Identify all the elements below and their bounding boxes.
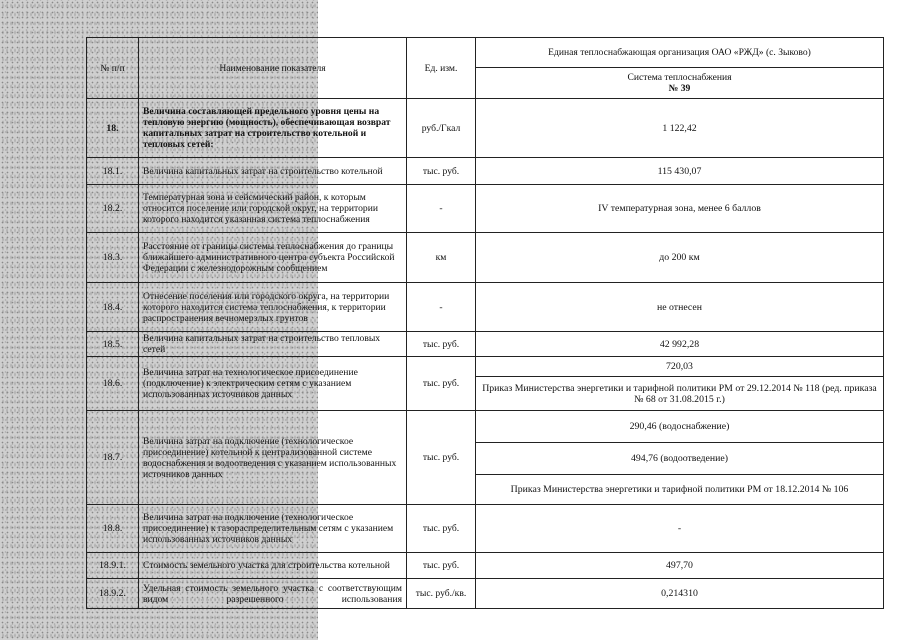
row-value: IV температурная зона, менее 6 баллов	[476, 185, 884, 233]
table-row	[87, 579, 884, 609]
row-unit: тыс. руб.	[407, 158, 476, 185]
row-unit: тыс. руб.	[407, 357, 476, 411]
row-name: Величина затрат на подключение (технологическое присоединение) котельной к централизованной системе водоснабжения и водоотведения с указанием использованных источников данных	[139, 411, 407, 505]
table-row	[87, 283, 884, 332]
header-name: Наименование показателя	[139, 38, 407, 99]
row-num: 18.8.	[87, 505, 139, 553]
row-value: не отнесен	[476, 283, 884, 332]
row-name: Величина затрат на подключение (технологическое присоединение) к газораспределительным сетям с указанием использованных источников данных	[139, 505, 407, 553]
row-value-water: 290,46 (водоснабжение)	[476, 411, 884, 443]
header-org	[476, 38, 884, 68]
table-row	[87, 357, 884, 377]
system-label: Система теплоснабжения	[627, 72, 732, 83]
row-value: до 200 км	[476, 233, 884, 283]
row-unit: тыс. руб.	[407, 505, 476, 553]
table-row	[87, 99, 884, 158]
row-source: Приказ Министерства энергетики и тарифной политики РМ от 18.12.2014 № 106	[476, 475, 884, 505]
table-row	[87, 185, 884, 233]
row-value: -	[476, 505, 884, 553]
header-system	[476, 68, 884, 99]
row-num: 18.9.1.	[87, 553, 139, 579]
row-name: Величина капитальных затрат на строительство котельной	[139, 158, 407, 185]
row-name: Величина составляющей предельного уровня цены на тепловую энергию (мощность), обеспечивающая возврат капитальных затрат на строительство котельной и тепловых сетей:	[139, 99, 407, 158]
row-value: 115 430,07	[476, 158, 884, 185]
row-name: Отнесение поселения или городского округа, на территории которого находится система теплоснабжения, к территории распространения вечномерзлых грунтов	[139, 283, 407, 332]
org-name: Единая теплоснабжающая организация ОАО «РЖД» (с. Зыково)	[548, 47, 811, 58]
row-unit: тыс. руб.	[407, 411, 476, 505]
table-row	[87, 233, 884, 283]
row-name: Расстояние от границы системы теплоснабжения до границы ближайшего административного центра субъекта Российской Федерации с железнодорожным сообщением	[139, 233, 407, 283]
row-value: 497,70	[476, 553, 884, 579]
row-unit: тыс. руб./кв.	[407, 579, 476, 609]
header-unit: Ед. изм.	[407, 38, 476, 99]
row-num: 18.4.	[87, 283, 139, 332]
row-num: 18.2.	[87, 185, 139, 233]
row-unit: руб./Гкал	[407, 99, 476, 158]
row-source: Приказ Министерства энергетики и тарифной политики РМ от 29.12.2014 № 118 (ред. приказа № 68 от 31.08.2015 г.)	[476, 377, 884, 411]
row-num: 18.7.	[87, 411, 139, 505]
row-name: Температурная зона и сейсмический район, к которым относится поселение или городской округ, на территории которого находится указанная система теплоснабжения	[139, 185, 407, 233]
row-num: 18.1.	[87, 158, 139, 185]
row-unit: тыс. руб.	[407, 332, 476, 357]
row-name: Величина капитальных затрат на строительство тепловых сетей	[139, 332, 407, 357]
row-unit: -	[407, 185, 476, 233]
row-value: 0,214310	[476, 579, 884, 609]
row-num: 18.3.	[87, 233, 139, 283]
table-row	[87, 332, 884, 357]
row-value: 720,03	[476, 357, 884, 377]
row-name: Величина затрат на технологическое присоединение (подключение) к электрическим сетям с указанием использованных источников данных	[139, 357, 407, 411]
row-value-sewer: 494,76 (водоотведение)	[476, 443, 884, 475]
tariff-table	[86, 37, 884, 609]
row-num: 18.	[87, 99, 139, 158]
table-row	[87, 158, 884, 185]
row-name: Стоимость земельного участка для строительства котельной	[139, 553, 407, 579]
table-row	[87, 553, 884, 579]
row-num: 18.5.	[87, 332, 139, 357]
row-value: 42 992,28	[476, 332, 884, 357]
row-name: Удельная стоимость земельного участка с соответствующим видом разрешенного использования	[139, 579, 407, 609]
system-number: № 39	[668, 83, 691, 94]
table-row	[87, 411, 884, 443]
row-num: 18.6.	[87, 357, 139, 411]
header-row	[87, 38, 884, 68]
row-num: 18.9.2.	[87, 579, 139, 609]
table-row	[87, 505, 884, 553]
row-value: 1 122,42	[476, 99, 884, 158]
row-unit: -	[407, 283, 476, 332]
header-num: № п/п	[87, 38, 139, 99]
row-unit: км	[407, 233, 476, 283]
row-unit: тыс. руб.	[407, 553, 476, 579]
